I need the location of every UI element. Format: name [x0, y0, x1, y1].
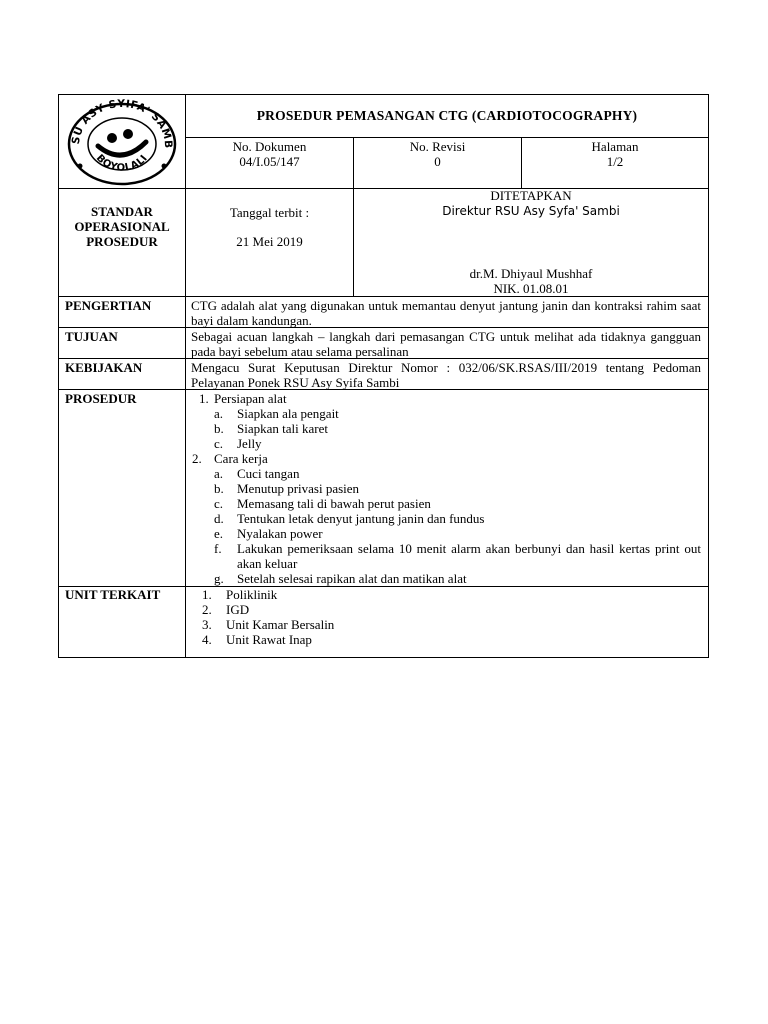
tujuan-text: Sebagai acuan langkah – langkah dari pemasangan CTG untuk melihat ada tidaknya gangguan pada bayi sebelum atau selama persalinan — [191, 329, 701, 359]
list-marker: 2. — [202, 602, 212, 617]
list-marker: c. — [214, 436, 224, 451]
list-item: Lakukan pemeriksaan selama 10 menit alarm akan berbunyi dan hasil kertas print out akan keluar — [237, 541, 701, 571]
list-item: Unit Rawat Inap — [226, 632, 312, 647]
kebijakan-text: Mengacu Surat Keputusan Direktur Nomor : 032/06/SK.RSAS/III/2019 tentang Pedoman Pelayanan Ponek RSU Asy Syifa Sambi — [191, 360, 701, 390]
list-marker: b. — [214, 481, 224, 496]
pengertian-text: CTG adalah alat yang digunakan untuk memantau denyut jantung janin dan kontraksi rahim saat bayi dalam kandungan. — [191, 298, 701, 328]
list-item: Memasang tali di bawah perut pasien — [237, 496, 431, 511]
list-marker: b. — [214, 421, 224, 436]
logo-bottom-text: BOYOLALI — [93, 152, 151, 174]
hospital-logo — [60, 96, 184, 186]
section-title: Persiapan alat — [214, 391, 287, 406]
list-item: Unit Kamar Bersalin — [226, 617, 335, 632]
row-label-prosedur: PROSEDUR — [65, 391, 137, 406]
list-item: Nyalakan power — [237, 526, 323, 541]
issue-date-label: Tanggal terbit : — [229, 205, 310, 220]
list-item: Cuci tangan — [237, 466, 300, 481]
list-item: Siapkan tali karet — [237, 421, 328, 436]
sop-label-line: STANDAR — [91, 204, 153, 219]
revision-label: No. Revisi — [409, 139, 466, 154]
logo-ring-text: SU ASY SYIFA' SAMB — [69, 97, 175, 149]
row-label-pengertian: PENGERTIAN — [65, 298, 152, 313]
rule — [58, 657, 709, 658]
list-item: Menutup privasi pasien — [237, 481, 360, 496]
row-label-kebijakan: KEBIJAKAN — [65, 360, 143, 375]
doc-number-value: 04/I.05/147 — [239, 154, 300, 169]
list-marker: d. — [214, 511, 224, 526]
row-label-unit: UNIT TERKAIT — [65, 587, 161, 602]
list-marker: e. — [214, 526, 224, 541]
list-item: Jelly — [237, 436, 262, 451]
signer-name: dr.M. Dhiyaul Mushhaf — [469, 266, 593, 281]
list-marker: f. — [214, 541, 222, 556]
list-marker: c. — [214, 496, 224, 511]
approved-by: Direktur RSU Asy Syfa' Sambi — [442, 204, 620, 218]
list-item: Poliklinik — [226, 587, 278, 602]
revision-value: 0 — [434, 154, 441, 169]
issue-date-value: 21 Mei 2019 — [236, 234, 303, 249]
list-marker: a. — [214, 406, 224, 421]
sop-label-line: OPERASIONAL — [74, 219, 170, 234]
list-item: Tentukan letak denyut jantung janin dan fundus — [237, 511, 485, 526]
rule — [185, 94, 186, 658]
section-title: Cara kerja — [214, 451, 268, 466]
list-marker: 3. — [202, 617, 212, 632]
list-item: Siapkan ala pengait — [237, 406, 339, 421]
page-label: Halaman — [591, 139, 639, 154]
rule — [58, 94, 59, 658]
document-title: PROSEDUR PEMASANGAN CTG (CARDIOTOCOGRAPHY) — [256, 108, 638, 123]
list-marker: g. — [214, 571, 224, 586]
list-item: IGD — [226, 602, 250, 617]
approval-label: DITETAPKAN — [490, 188, 572, 203]
signer-nik: NIK. 01.08.01 — [493, 281, 569, 296]
rule — [708, 94, 709, 658]
sop-label — [59, 204, 185, 249]
section-number: 1. — [199, 391, 209, 406]
sop-label-line: PROSEDUR — [86, 234, 158, 249]
page-value: 1/2 — [606, 154, 624, 169]
row-label-tujuan: TUJUAN — [65, 329, 118, 344]
rule — [185, 137, 709, 138]
list-marker: 4. — [202, 632, 212, 647]
list-marker: a. — [214, 466, 224, 481]
doc-number-label: No. Dokumen — [232, 139, 307, 154]
list-marker: 1. — [202, 587, 212, 602]
rule — [58, 94, 709, 95]
rule — [58, 296, 709, 297]
section-number: 2. — [192, 451, 202, 466]
list-item: Setelah selesai rapikan alat dan matikan alat — [237, 571, 467, 586]
